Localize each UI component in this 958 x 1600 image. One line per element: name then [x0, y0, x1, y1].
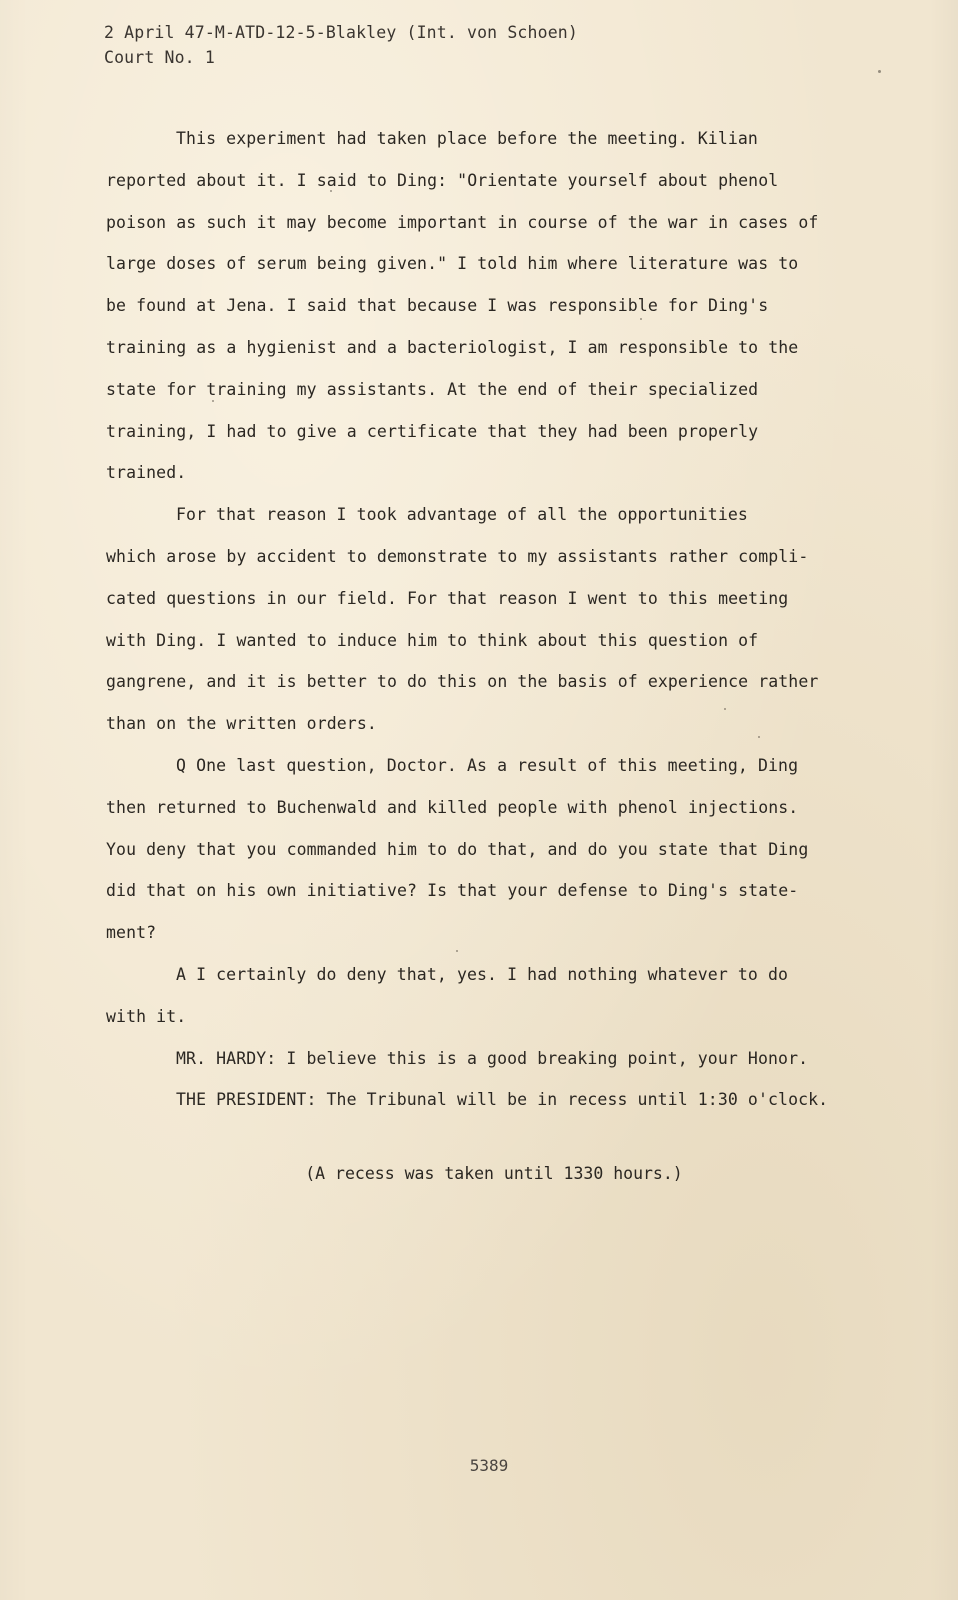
paragraph-testimony-1: [106, 118, 846, 494]
page-number: 5389: [469, 1456, 509, 1475]
text-line: This experiment had taken place before the meeting. Kilian: [176, 129, 758, 148]
text-line: with it.: [106, 1006, 187, 1026]
text-line: be found at Jena. I said that because I was responsible for Ding's: [106, 296, 769, 316]
recess-note: (A recess was taken until 1330 hours.): [305, 1164, 683, 1183]
paper-speck: [212, 400, 214, 402]
paragraph-question: [106, 745, 846, 954]
paragraph-the-president: [106, 1079, 846, 1121]
text-line: cated questions in our field. For that reason I went to this meeting: [106, 588, 789, 608]
text-line: with Ding. I wanted to induce him to think about this question of: [106, 630, 759, 650]
text-line: ment?: [106, 923, 157, 943]
text-line: THE PRESIDENT: The Tribunal will be in recess until 1:30 o'clock.: [176, 1090, 829, 1110]
transcript-body: [106, 118, 846, 1121]
text-line: large doses of serum being given." I told him where literature was to: [106, 254, 799, 274]
text-line: training, I had to give a certificate that they had been properly: [106, 421, 759, 441]
text-line: A I certainly do deny that, yes. I had nothing whatever to do: [176, 964, 789, 984]
paragraph-answer: [106, 954, 846, 1038]
document-header: [104, 20, 578, 70]
text-line: reported about it. I said to Ding: "Orientate yourself about phenol: [106, 170, 779, 190]
text-line: gangrene, and it is better to do this on the basis of experience rather: [106, 672, 819, 692]
text-line: Q One last question, Doctor. As a result of this meeting, Ding: [176, 755, 799, 775]
text-line: MR. HARDY: I believe this is a good breaking point, your Honor.: [176, 1048, 809, 1068]
text-line: training as a hygienist and a bacteriologist, I am responsible to the: [106, 337, 799, 357]
header-line-1: 2 April 47-M-ATD-12-5-Blakley (Int. von Schoen): [104, 23, 578, 42]
paragraph-mr-hardy: [106, 1038, 846, 1080]
paper-speck: [330, 190, 332, 192]
paper-speck: [758, 736, 760, 738]
text-line: state for training my assistants. At the end of their specialized: [106, 379, 759, 399]
paper-speck: [640, 318, 642, 320]
header-line-2: Court No. 1: [104, 48, 215, 67]
text-line: than on the written orders.: [106, 714, 377, 734]
text-line: did that on his own initiative? Is that your defense to Ding's state-: [106, 881, 799, 901]
text-line: poison as such it may become important in course of the war in cases of: [106, 212, 819, 232]
text-line: You deny that you commanded him to do that, and do you state that Ding: [106, 839, 809, 859]
paper-speck: [878, 70, 881, 73]
text-line: which arose by accident to demonstrate to my assistants rather compli-: [106, 546, 809, 566]
paper-speck: [456, 950, 458, 952]
text-line: then returned to Buchenwald and killed people with phenol injections.: [106, 797, 799, 817]
paragraph-testimony-2: [106, 494, 846, 745]
text-line: For that reason I took advantage of all the opportunities: [176, 505, 748, 525]
paper-speck: [724, 708, 726, 710]
text-line: trained.: [106, 463, 187, 483]
